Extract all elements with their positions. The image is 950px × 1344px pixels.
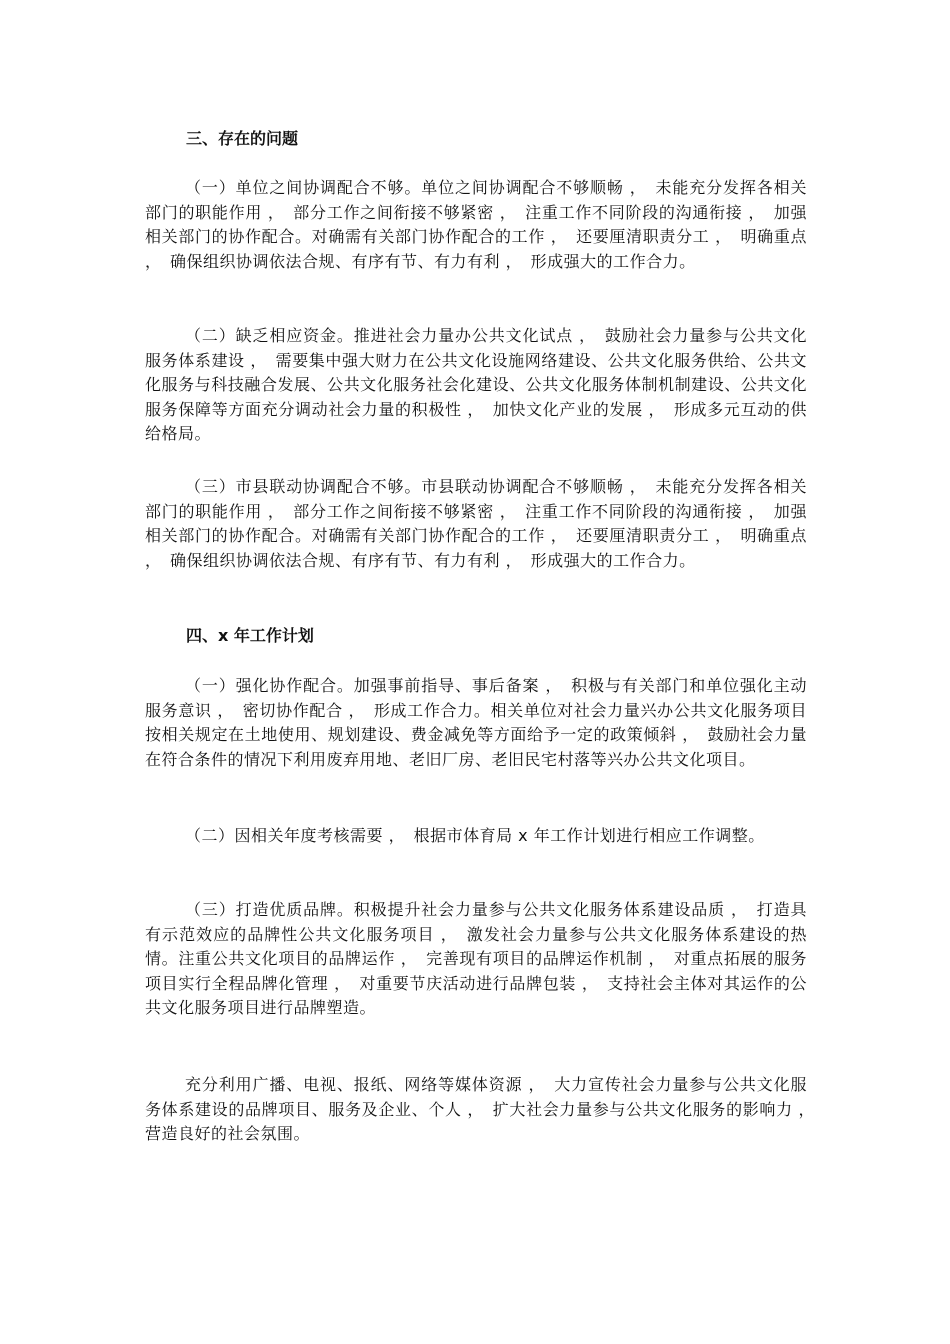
paragraph-plan-4: 充分利用广播、电视、报纸、网络等媒体资源 ， 大力宣传社会力量参与公共文化服务体系建设的品牌项目、服务及企业、个人 ， 扩大社会力量参与公共文化服务的影响力 ， 营造良好的社会氛围。 xyxy=(145,1075,824,1144)
paragraph-plan-3: （三）打造优质品牌。积极提升社会力量参与公共文化服务体系建设品质 ， 打造具有示范效应的品牌性公共文化服务项目 ， 激发社会力量参与公共文化服务体系建设的热情。注重公共文化项目的品牌运作 ， 完善现有项目的品牌运作机制 ， 对重点拓展的服务项目实行全程品牌化管理 ， 对重要节庆活动进行品牌包装 ， 支持社会主体对其运作的公共文化服务项目进行品牌塑造。 xyxy=(145,900,807,1018)
section-heading-work-plan: 四、x 年工作计划 xyxy=(186,626,314,645)
paragraph-problem-2: （二）缺乏相应资金。推进社会力量办公共文化试点 ， 鼓励社会力量参与公共文化服务体系建设 ， 需要集中强大财力在公共文化设施网络建设、公共文化服务供给、公共文化服务与科技融合发展、公共文化服务社会化建设、公共文化服务体制机制建设、公共文化服务保障等方面充分调动社会力量的积极性 ， 加快文化产业的发展 ， 形成多元互动的供给格局。 xyxy=(145,326,807,444)
paragraph-plan-2: （二）因相关年度考核需要 ， 根据市体育局 x 年工作计划进行相应工作调整。 xyxy=(185,826,765,845)
paragraph-plan-1: （一）强化协作配合。加强事前指导、事后备案 ， 积极与有关部门和单位强化主动服务意识 ， 密切协作配合 ， 形成工作合力。相关单位对社会力量兴办公共文化服务项目按相关规定在土地使用、规划建设、费金减免等方面给予一定的政策倾斜 ， 鼓励社会力量在符合条件的情况下利用废弃用地、老旧厂房、老旧民宅村落等兴办公共文化项目。 xyxy=(145,676,807,769)
paragraph-problem-3: （三）市县联动协调配合不够。市县联动协调配合不够顺畅 ， 未能充分发挥各相关部门的职能作用 ， 部分工作之间衔接不够紧密 ， 注重工作不同阶段的沟通衔接 ， 加强相关部门的协作配合。对确需有关部门协作配合的工作 ， 还要厘清职责分工 ， 明确重点 ， 确保组织协调依法合规、有序有节、有力有利 ， 形成强大的工作合力。 xyxy=(145,477,807,570)
section-heading-problems: 三、存在的问题 xyxy=(186,129,299,148)
paragraph-problem-1: （一）单位之间协调配合不够。单位之间协调配合不够顺畅 ， 未能充分发挥各相关部门的职能作用 ， 部分工作之间衔接不够紧密 ， 注重工作不同阶段的沟通衔接 ， 加强相关部门的协作配合。对确需有关部门协作配合的工作 ， 还要厘清职责分工 ， 明确重点 ， 确保组织协调依法合规、有序有节、有力有利 ， 形成强大的工作合力。 xyxy=(145,178,807,271)
